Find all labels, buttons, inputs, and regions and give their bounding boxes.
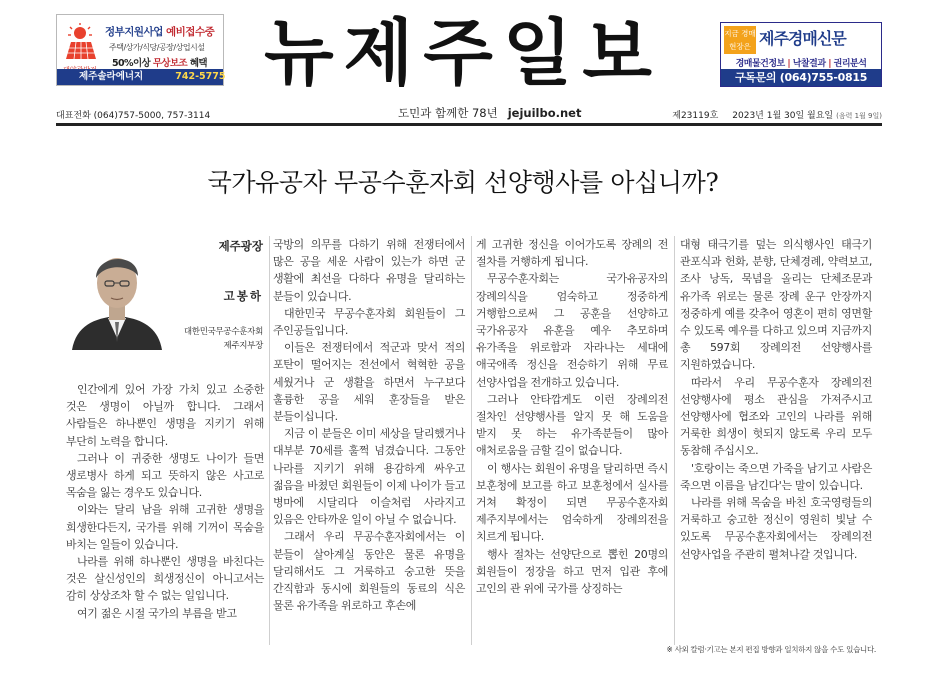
article-paragraph: 지금 이 분들은 이미 세상을 달리했거나 대부분 70세를 훌쩍 넘겼습니다. 그동안 나라를 지키기 위해 용감하게 싸우고 젊음을 바쳤던 회원들이 이제 나이가 들고 병마에 시달리다 이슬처럼 사라지고 있음은 안타까운 일이 아닐 수 없습니다. xyxy=(273,427,465,527)
article-column-2 xyxy=(273,236,465,614)
article-paragraph: 이 행사는 회원이 유명을 달리하면 즉시 보훈청에 보고를 하고 보훈청에서 실사를 거쳐 확정이 되면 무공수훈자회 제주지부에서는 엄숙하게 장례의전을 치르게 됩니다. xyxy=(476,461,668,544)
website-link[interactable]: jejuilbo.net xyxy=(507,106,582,120)
article-paragraph: 그러나 이 귀중한 생명도 나이가 들면 생로병사 하게 되고 뜻하지 않은 사고로 목숨을 잃는 경우도 있습니다. xyxy=(66,451,264,500)
ad-targets: 주택/상가/식당/공장/상업시설 xyxy=(109,43,205,52)
ad-footer: 제주솔라에너지 742-5775 xyxy=(57,69,223,85)
author-photo xyxy=(66,238,168,350)
ad-topics: 경매물건정보 | 낙찰결과 | 권리분석 xyxy=(735,59,867,69)
article-paragraph: 여기 젊은 시절 국가의 부름을 받고 xyxy=(77,606,237,620)
ad-subscribe: 구독문의 (064)755-0815 xyxy=(721,69,881,86)
issue-date: 제23119호 2023년 1월 30일 월요일 (음력 1월 9일) xyxy=(672,111,882,121)
article-paragraph: 나라를 위해 목숨을 바친 호국영령들의 거룩하고 숭고한 정신이 영원히 빛날 수 있도록 무공수훈자회에서는 장례의전 선양사업을 주관히 펼쳐나갈 것입니다. xyxy=(680,496,872,561)
article-paragraph: 무공수훈자회는 국가유공자의 장례의식을 엄숙하고 정중하게 거행함으로써 그 공훈을 선양하고 국가유공자 유훈을 예우 추모하며 유가족을 위로함과 자라나는 세대에 애국애족 정신을 전승하기 위해 무료 선양사업을 전개하고 있습니다. xyxy=(476,272,668,389)
article-paragraph: 이와는 달리 남을 위해 고귀한 생명을 희생한다든지, 국가를 위해 기꺼이 목숨을 바치는 일들이 있습니다. xyxy=(66,503,264,551)
column-divider xyxy=(471,236,472,645)
ad-name: 제주경매신문 xyxy=(759,29,846,48)
author-affiliation: 대한민국무공수훈자회 제주지부장 xyxy=(183,327,263,351)
article-paragraph: 인간에게 있어 가장 가치 있고 소중한 것은 생명이 아닐까 합니다. 그래서 사람들은 하나뿐인 생명을 지키기 위해 부단히 노력을 합니다. xyxy=(66,383,264,448)
column-divider xyxy=(269,236,270,645)
article-paragraph: 게 고귀한 정신을 이어가도록 장례의 전 절차를 거행하게 됩니다. xyxy=(476,238,668,269)
article-paragraph: 따라서 우리 무공수훈자 장례의전 선양행사에 평소 관심을 가져주시고 선양행사에 협조와 고인의 나라를 위해 거룩한 희생이 헛되지 않도록 우리 모두 동참해 주십시오. xyxy=(680,375,872,458)
author-name: 고봉하 xyxy=(223,289,263,303)
article-paragraph: 나라를 위해 하나뿐인 생명을 바친다는 것은 살신성인의 희생정신이 아니고서는 감히 상상조차 할 수 없는 일입니다. xyxy=(66,555,264,603)
article-column-1 xyxy=(66,381,264,622)
masthead-info-bar xyxy=(56,104,882,122)
masthead-rule xyxy=(56,123,882,126)
article-column-4 xyxy=(680,236,872,563)
slogan: 도민과 함께한 78년 jejuilbo.net xyxy=(398,106,582,120)
auction-newspaper-ad[interactable] xyxy=(720,22,882,87)
ad-title: 정부지원사업 예비접수중 xyxy=(105,26,215,38)
ad-tag: 지금 경매 현장은 xyxy=(724,26,756,54)
article-paragraph: 대한민국 무공수훈자회 회원들이 그 주인공들입니다. xyxy=(273,306,465,338)
newspaper-masthead[interactable]: 뉴제주일보 xyxy=(264,11,662,95)
article-paragraph: 국방의 의무를 다하기 위해 전쟁터에서 많은 공을 세운 사람이 있는가 하면 군 생활에 최선을 다하다 유명을 달리하는 분들이 있습니다. xyxy=(273,238,465,303)
representative-phone: 대표전화 (064)757-5000, 757-3114 xyxy=(56,111,211,121)
article-paragraph: 그러나 안타깝게도 이런 장례의전 절차인 선양행사를 알지 못 해 도움을 받지 못 하는 유가족분들이 많아 애처로움을 금할 길이 없습니다. xyxy=(476,392,668,458)
article-paragraph: '호랑이는 죽으면 가죽을 남기고 사람은 죽으면 이름을 남긴다'는 말이 있습니다. xyxy=(680,461,872,492)
article-paragraph: 이들은 전쟁터에서 적군과 맞서 적의 포탄이 떨어지는 전선에서 혁혁한 공을 세웠거나 군 생활을 하면서 누구보다 훌륭한 공을 세워 훈장들을 받은 분들이십니다. xyxy=(273,341,465,424)
column-divider xyxy=(674,236,675,645)
article-paragraph: 행사 절차는 선양단으로 뽑힌 20명의 회원들이 정장을 하고 먼저 입관 후에 고인의 관 위에 국가를 상징하는 xyxy=(476,547,668,596)
article-headline: 국가유공자 무공수훈자회 선양행사를 아십니까? xyxy=(207,168,719,197)
article-paragraph: 그래서 우리 무공수훈자회에서는 이 분들이 살아계실 동안은 물론 유명을 달리해서도 그 거룩하고 숭고한 뜻을 간직함과 동시에 회원들의 동료의 식은 물론 유가족을 위로하고 후손에 xyxy=(273,530,465,613)
article-paragraph: 대형 태극기를 덮는 의식행사인 태극기 관포식과 헌화, 분향, 단체경례, 약력보고, 조사 낭독, 묵념을 올리는 단체조문과 유가족 위로는 물론 장례 운구 안장까지 정중하게 예를 갖추어 영혼이 편히 영면할 수 있도록 예우를 다하고 있으며 지금까지 총 597회 장례의전 선양행사를 지원하였습니다. xyxy=(680,238,872,372)
disclaimer: ※ 사외 칼럼·기고는 본지 편집 방향과 일치하지 않을 수도 있습니다. xyxy=(666,645,876,654)
article-column-3 xyxy=(476,236,668,597)
ad-subsidy: 50%이상 무상보조 혜택 xyxy=(112,58,207,69)
column-section: 제주광장 xyxy=(218,239,263,253)
